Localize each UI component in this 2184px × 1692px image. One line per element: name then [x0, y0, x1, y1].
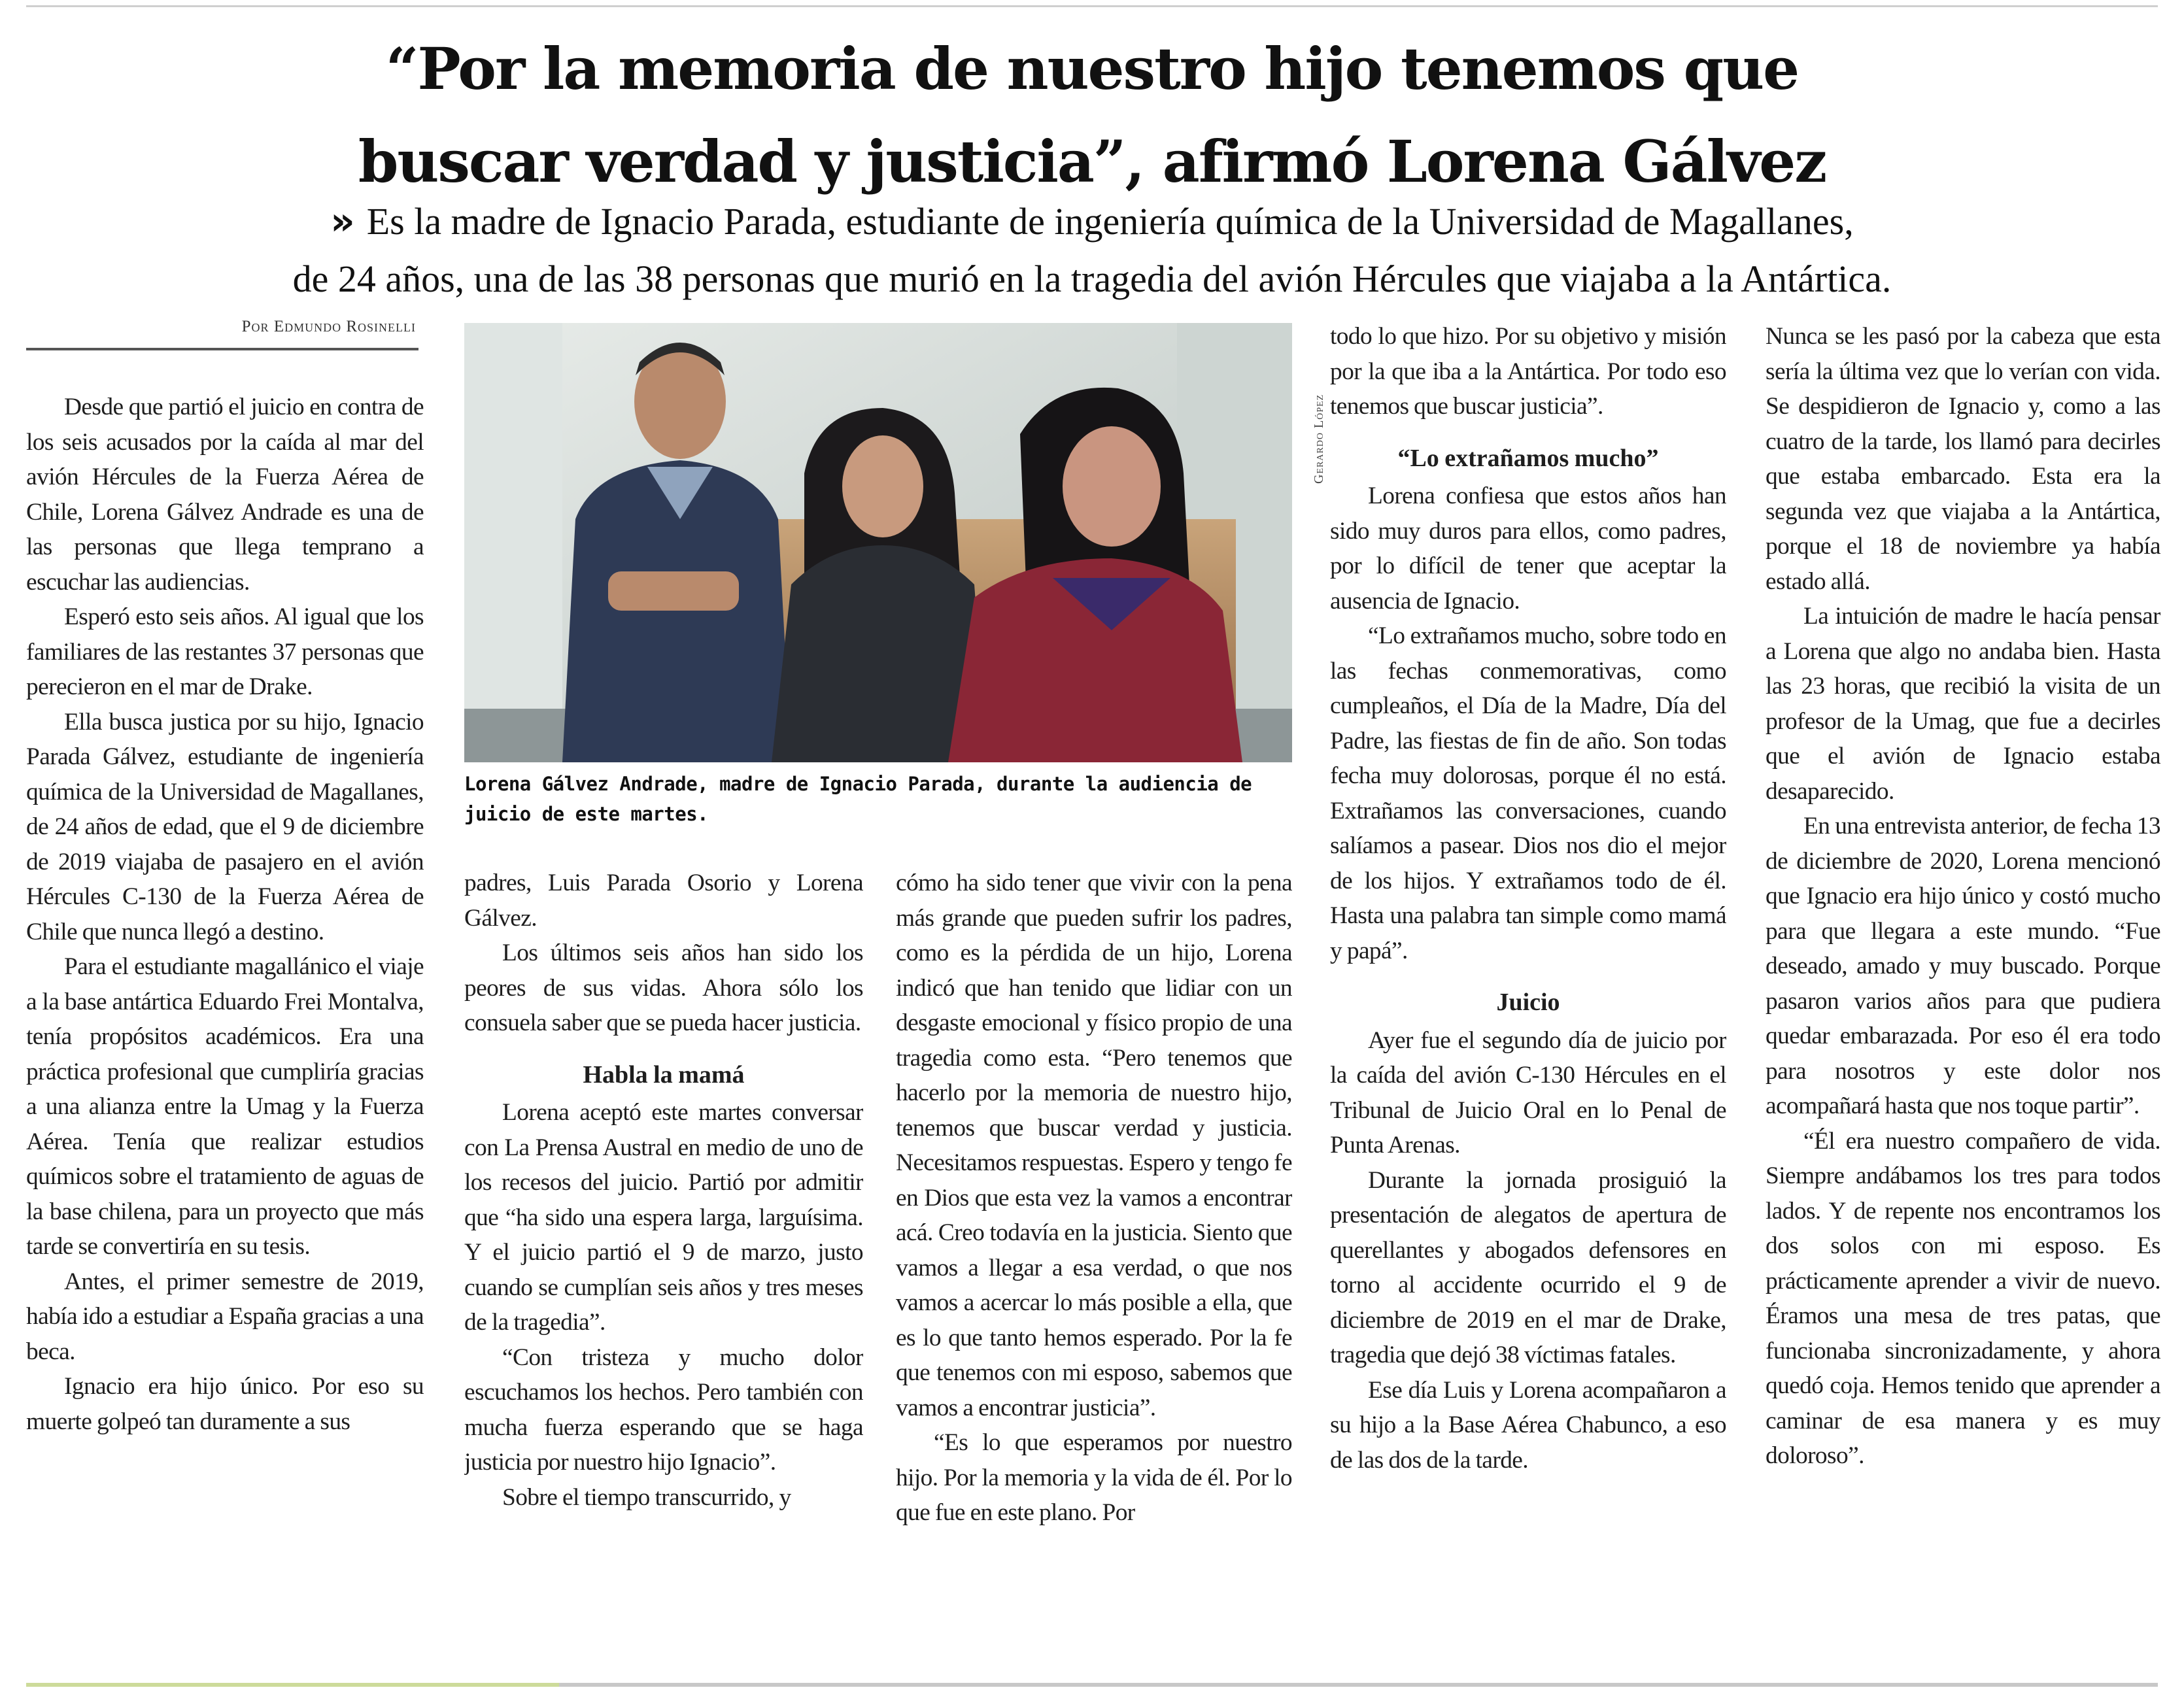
paragraph: Sobre el tiempo transcurrido, y — [502, 1483, 791, 1511]
headline-line-1: “Por la memoria de nuestro hijo tenemos que — [385, 35, 1799, 103]
deck-line-1: Es la madre de Ignacio Parada, estudiante de ingeniería química de la Universidad de Magallanes, — [366, 200, 1854, 243]
paragraph: Los últimos seis años han sido los peores de sus vidas. Ahora sólo los consuela saber que se pueda hacer justicia. — [464, 939, 863, 1036]
paragraph: padres, Luis Parada Osorio y Lorena Gálvez. — [464, 870, 863, 932]
paragraph: Para el estudiante magallánico el viaje a la base antártica Eduardo Frei Montalva, tenía propósitos académicos. Era una práctica profesional que cumpliría gracias a una alianza entre la Umag y la Fuerza Aérea. Tenía que realizar estudios químicos sobre el tratamiento de aguas de la base chilena, para un proyecto que más tarde se convertiría en su tesis. — [26, 953, 424, 1260]
photo-caption: Lorena Gálvez Andrade, madre de Ignacio Parada, durante la audiencia de juicio de este martes. — [464, 773, 1252, 825]
paragraph: Lorena confiesa que estos años han sido muy duros para ellos, como padres, por lo difícil de tener que aceptar la ausencia de Ignacio. — [1330, 482, 1726, 615]
article-column-4 — [1330, 319, 1726, 1671]
paragraph: “Lo extrañamos mucho, sobre todo en las fechas conmemorativas, como cumpleaños, el Día de la Madre, Día del Padre, las fiestas de fin de año. Son todas fecha muy dolorosas, porque él no está. Extrañamos las conversaciones, cuando salíamos a pasear. Dios nos dio el mejor de los hijos. Y extrañamos todo de él. Hasta una palabra tan simple como mamá y papá”. — [1330, 622, 1726, 964]
photo-credit: Gerardo López — [1312, 394, 1326, 484]
paragraph: Esperó esto seis años. Al igual que los familiares de las restantes 37 personas que perecieron en el mar de Drake. — [26, 603, 424, 700]
paragraph: En una entrevista anterior, de fecha 13 de diciembre de 2020, Lorena mencionó que Ignacio era hijo único y costó mucho para que llegara a este mundo. “Fue deseado, amado y muy buscado. Porque pasaron varios años para que pudiera quedar embarazada. Por eso él era todo para nosotros y este dolor nos acompañará hasta que nos toque partir”. — [1766, 813, 2160, 1119]
paragraph: todo lo que hizo. Por su objetivo y misión por la que iba a la Antártica. Por todo eso tenemos que buscar justicia”. — [1330, 323, 1726, 420]
top-rule — [26, 5, 2158, 7]
photo-illustration — [464, 323, 1292, 762]
paragraph: cómo ha sido tener que vivir con la pena más grande que pueden sufrir los padres, como es la pérdida de un hijo, Lorena indicó que han tenido que lidiar con un desgaste emocional y físico propio de una tragedia como esta. “Pero tenemos que hacerlo por la memoria de nuestro hijo, tenemos que buscar verdad y justicia. Necesitamos respuestas. Espero y tengo fe en Dios que esta vez la vamos a encontrar acá. Creo todavía en la justicia. Siento que vamos a llegar a esa verdad, o que nos vamos a acercar lo más posible a ella, que es lo que tanto hemos esperado. Por la fe que tenemos con mi esposo, sabemos que vamos a encontrar justicia”. — [896, 870, 1292, 1421]
deck — [65, 192, 2119, 308]
deck-line-2: de 24 años, una de las 38 personas que murió en la tragedia del avión Hércules que viajaba a la Antártica. — [292, 258, 1892, 300]
paragraph: Durante la jornada prosiguió la presentación de alegatos de apertura de querellantes y abogados defensores en torno al accidente ocurrido el 9 de diciembre de 2019 en el mar de Drake, tragedia que dejó 38 víctimas fatales. — [1330, 1166, 1726, 1368]
paragraph: Lorena aceptó este martes conversar con La Prensa Austral en medio de uno de los recesos del juicio. Partió por admitir que “ha sido una espera larga, larguísima. Y el juicio partió el 9 de marzo, justo cuando se cumplían seis años y tres meses de la tragedia”. — [464, 1099, 863, 1336]
paragraph: Ignacio era hijo único. Por eso su muerte golpeó tan duramente a sus — [26, 1373, 424, 1435]
byline: Por Edmundo Rosinelli — [26, 318, 418, 350]
article-column-2 — [464, 866, 863, 1671]
paragraph: “Con tristeza y mucho dolor escuchamos los hechos. Pero también con mucha fuerza esperando que se haga justicia por nuestro hijo Ignacio”. — [464, 1344, 863, 1476]
deck-marker-icon: » — [330, 199, 355, 243]
subheading: Habla la mamá — [583, 1060, 745, 1089]
article-column-5 — [1766, 319, 2160, 1671]
paragraph: “Es lo que esperamos por nuestro hijo. Por la memoria y la vida de él. Por lo que fue en este plano. Por — [896, 1429, 1292, 1526]
paragraph: Ese día Luis y Lorena acompañaron a su hijo a la Base Aérea Chabunco, a eso de las dos de la tarde. — [1330, 1376, 1726, 1474]
paragraph: Antes, el primer semestre de 2019, había ido a estudiar a España gracias a una beca. — [26, 1268, 424, 1365]
subheading: Juicio — [1496, 989, 1560, 1016]
headline-line-2: buscar verdad y justicia”, afirmó Lorena Gálvez — [358, 127, 1826, 195]
paragraph: Nunca se les pasó por la cabeza que esta sería la última vez que lo verían con vida. Se despidieron de Ignacio y, como a las cuatro de la tarde, los llamó para decirles que estaba embarcado. Esta era la segunda vez que viajaba a la Antártica, porque el 18 de noviembre ya había estado allá. — [1766, 323, 2160, 595]
paragraph: La intuición de madre le hacía pensar a Lorena que algo no andaba bien. Hasta las 23 horas, que recibió la visita de un profesor de la Umag, que fue a decirles que el avión de Ignacio estaba desaparecido. — [1766, 603, 2160, 805]
headline — [65, 22, 2119, 208]
subheading: “Lo extrañamos mucho” — [1397, 444, 1659, 472]
bottom-rule — [26, 1683, 2158, 1687]
article-photo — [464, 323, 1292, 762]
paragraph: Ayer fue el segundo día de juicio por la caída del avión C-130 Hércules en el Tribunal de Juicio Oral en lo Penal de Punta Arenas. — [1330, 1026, 1726, 1159]
paragraph: Ella busca justica por su hijo, Ignacio Parada Gálvez, estudiante de ingeniería química de la Universidad de Magallanes, de 24 años de edad, que el 9 de diciembre de 2019 viajaba de pasajero en el avión Hércules C-130 de la Fuerza Aérea de Chile que nunca llegó a destino. — [26, 708, 424, 945]
article-column-3 — [896, 866, 1292, 1671]
paragraph: Desde que partió el juicio en contra de los seis acusados por la caída al mar del avión Hércules de la Fuerza Aérea de Chile, Lorena Gálvez Andrade es una de las personas que llega temprano a escuchar las audiencias. — [26, 394, 424, 596]
paragraph: “Él era nuestro compañero de vida. Siempre andábamos los tres para todos lados. Y de repente nos encontramos los dos solos con mi esposo. Es prácticamente aprender a vivir de nuevo. Éramos una mesa de tres patas, que funcionaba sincronizadamente, y ahora quedó coja. Hemos tenido que aprender a caminar de esa manera y es muy doloroso”. — [1766, 1127, 2160, 1469]
article-column-1 — [26, 390, 424, 1671]
